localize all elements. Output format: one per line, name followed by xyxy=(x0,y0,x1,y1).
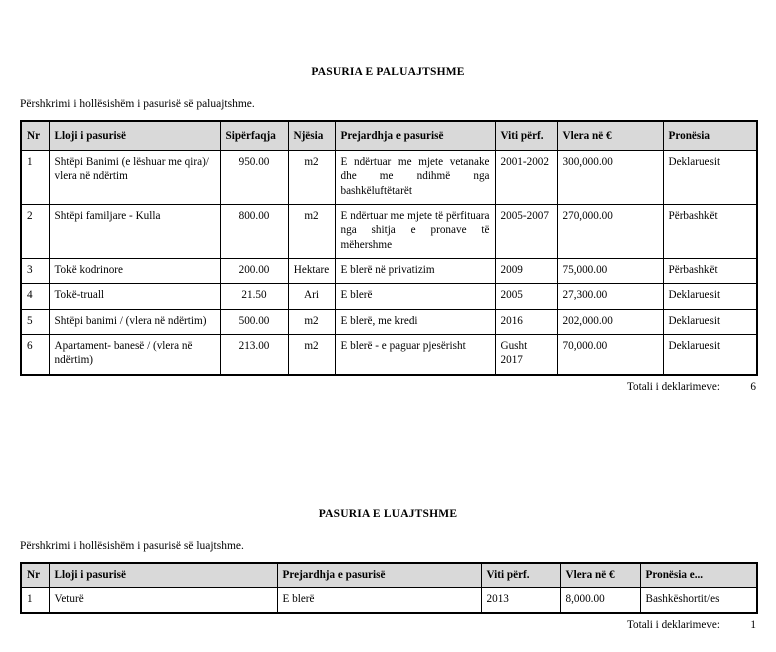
cell-type: Shtëpi banimi / (vlera në ndërtim) xyxy=(49,309,220,334)
cell-origin: E blerë, me kredi xyxy=(335,309,495,334)
cell-unit: Hektare xyxy=(288,258,335,283)
cell-type: Tokë kodrinore xyxy=(49,258,220,283)
column-header-origin: Prejardhja e pasurisë xyxy=(335,121,495,151)
cell-type: Tokë-truall xyxy=(49,284,220,309)
totals-value: 6 xyxy=(750,380,756,393)
cell-type: Shtëpi Banimi (e lëshuar me qira)/ vlera në ndërtim xyxy=(49,151,220,205)
cell-ownership: Përbashkët xyxy=(663,258,757,283)
cell-ownership: Deklaruesit xyxy=(663,334,757,374)
column-header-nr: Nr xyxy=(21,563,49,588)
cell-origin: E blerë xyxy=(335,284,495,309)
cell-value: 27,300.00 xyxy=(557,284,663,309)
cell-area: 21.50 xyxy=(220,284,288,309)
cell-area: 800.00 xyxy=(220,204,288,258)
table-header-row xyxy=(21,563,757,588)
cell-origin: E blerë xyxy=(277,588,481,613)
totals-label: Totali i deklarimeve: xyxy=(626,380,720,393)
cell-unit: m2 xyxy=(288,151,335,205)
column-header-value: Vlera në € xyxy=(557,121,663,151)
totals-label: Totali i deklarimeve: xyxy=(626,618,720,631)
cell-origin: E ndërtuar me mjete vetanake dhe me ndihmë nga bashkëluftëtarët xyxy=(335,151,495,205)
cell-origin: E blerë në privatizim xyxy=(335,258,495,283)
cell-nr: 1 xyxy=(21,588,49,613)
column-header-year: Viti përf. xyxy=(495,121,557,151)
cell-year: Gusht 2017 xyxy=(495,334,557,374)
cell-year: 2001-2002 xyxy=(495,151,557,205)
cell-value: 8,000.00 xyxy=(560,588,640,613)
cell-year: 2013 xyxy=(481,588,560,613)
immovable-property-section xyxy=(20,66,756,397)
cell-nr: 4 xyxy=(21,284,49,309)
cell-nr: 2 xyxy=(21,204,49,258)
cell-ownership: Deklaruesit xyxy=(663,309,757,334)
column-header-unit: Njësia xyxy=(288,121,335,151)
cell-year: 2016 xyxy=(495,309,557,334)
page-title: PASURIA E PALUAJTSHME xyxy=(311,66,465,78)
cell-year: 2005-2007 xyxy=(495,204,557,258)
cell-year: 2009 xyxy=(495,258,557,283)
immovable-property-table xyxy=(20,120,758,376)
column-header-value: Vlera në € xyxy=(560,563,640,588)
cell-type: Shtëpi familjare - Kulla xyxy=(49,204,220,258)
cell-area: 950.00 xyxy=(220,151,288,205)
table-row xyxy=(21,204,757,258)
cell-ownership: Deklaruesit xyxy=(663,151,757,205)
table-row xyxy=(21,588,757,613)
cell-area: 200.00 xyxy=(220,258,288,283)
column-header-type: Lloji i pasurisë xyxy=(49,121,220,151)
cell-value: 270,000.00 xyxy=(557,204,663,258)
movable-subtitle: Përshkrimi i hollësishëm i pasurisë së luajtshme. xyxy=(20,540,244,552)
table-row xyxy=(21,309,757,334)
cell-nr: 5 xyxy=(21,309,49,334)
column-header-type: Lloji i pasurisë xyxy=(49,563,277,588)
column-header-year: Viti përf. xyxy=(481,563,560,588)
totals-value: 1 xyxy=(750,618,756,631)
movable-title: PASURIA E LUAJTSHME xyxy=(318,508,458,520)
cell-value: 202,000.00 xyxy=(557,309,663,334)
cell-nr: 3 xyxy=(21,258,49,283)
cell-ownership: Përbashkët xyxy=(663,204,757,258)
cell-unit: Ari xyxy=(288,284,335,309)
table-row xyxy=(21,334,757,374)
movable-totals xyxy=(20,619,756,635)
cell-type: Veturë xyxy=(49,588,277,613)
cell-nr: 1 xyxy=(21,151,49,205)
cell-origin: E blerë - e paguar pjesërisht xyxy=(335,334,495,374)
cell-year: 2005 xyxy=(495,284,557,309)
column-header-origin: Prejardhja e pasurisë xyxy=(277,563,481,588)
cell-unit: m2 xyxy=(288,204,335,258)
table-row xyxy=(21,284,757,309)
cell-value: 75,000.00 xyxy=(557,258,663,283)
movable-property-table xyxy=(20,562,758,614)
cell-area: 213.00 xyxy=(220,334,288,374)
cell-area: 500.00 xyxy=(220,309,288,334)
cell-unit: m2 xyxy=(288,334,335,374)
cell-ownership: Bashkëshortit/es xyxy=(640,588,757,613)
movable-property-section xyxy=(20,508,756,635)
column-header-area: Sipërfaqja xyxy=(220,121,288,151)
column-header-ownership: Pronësia e... xyxy=(640,563,757,588)
cell-origin: E ndërtuar me mjete të përfituara nga shitja e pronave të mëhershme xyxy=(335,204,495,258)
cell-nr: 6 xyxy=(21,334,49,374)
table-row xyxy=(21,151,757,205)
cell-value: 300,000.00 xyxy=(557,151,663,205)
table-header-row xyxy=(21,121,757,151)
cell-ownership: Deklaruesit xyxy=(663,284,757,309)
immovable-totals xyxy=(20,381,756,397)
column-header-nr: Nr xyxy=(21,121,49,151)
cell-type: Apartament- banesë / (vlera në ndërtim) xyxy=(49,334,220,374)
column-header-ownership: Pronësia xyxy=(663,121,757,151)
cell-unit: m2 xyxy=(288,309,335,334)
cell-value: 70,000.00 xyxy=(557,334,663,374)
immovable-subtitle: Përshkrimi i hollësishëm i pasurisë së paluajtshme. xyxy=(20,98,255,110)
table-row xyxy=(21,258,757,283)
